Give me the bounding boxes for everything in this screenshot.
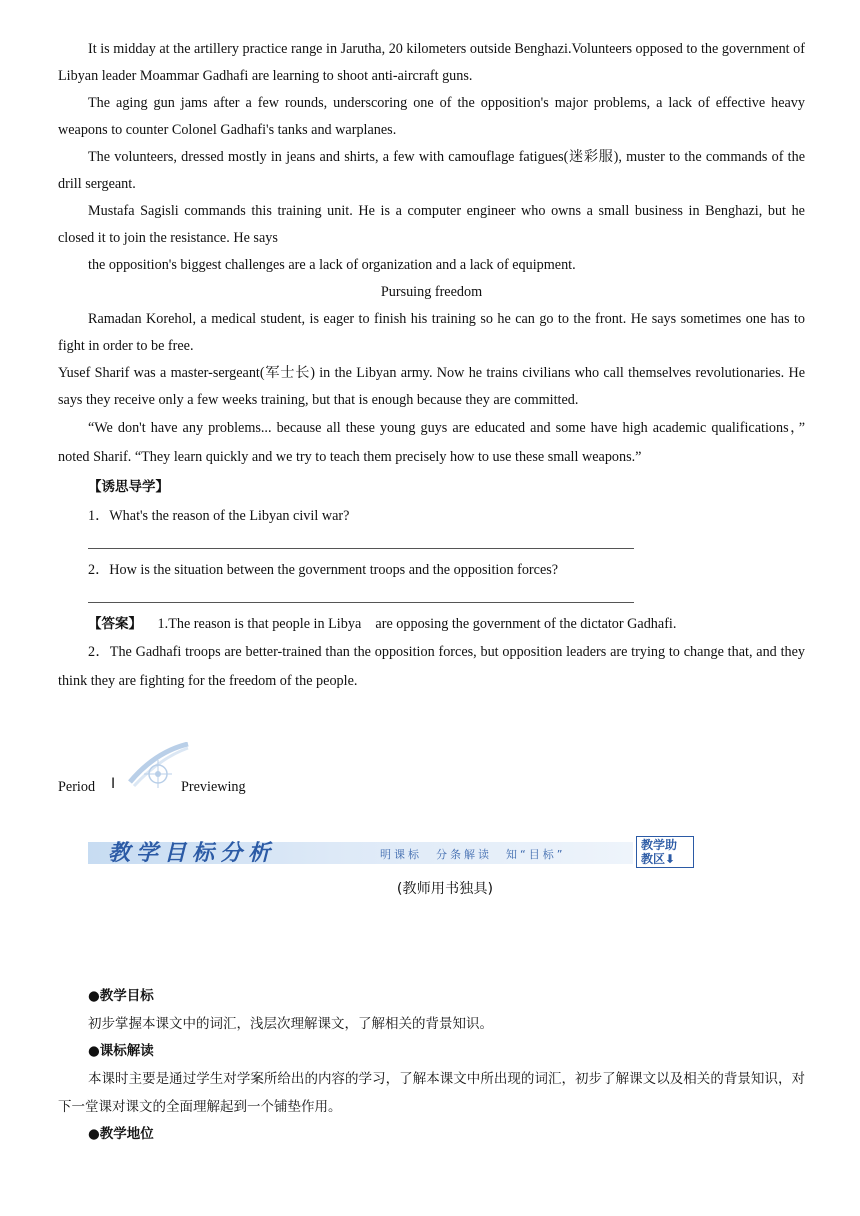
paragraph-4: Mustafa Sagisli commands this training unit. He is a computer engineer who owns a small business in Benghazi, but he closed it to join the resistance. He says bbox=[58, 203, 805, 246]
paragraph-3: The volunteers, dressed mostly in jeans and shirts, a few with camouflage fatigues(迷彩服), muster to the commands of the drill sergeant. bbox=[58, 149, 805, 192]
teaching-sections bbox=[58, 983, 805, 1148]
teaching-aid-link[interactable] bbox=[636, 836, 694, 868]
period-number: Ⅰ bbox=[111, 776, 116, 792]
teaching-goals-banner bbox=[88, 836, 695, 870]
section-heading-standards: ●课标解读 bbox=[88, 1043, 154, 1059]
subheading: Pursuing freedom bbox=[380, 284, 483, 300]
section-heading-goals: ●教学目标 bbox=[88, 988, 154, 1004]
question-2: 2．How is the situation between the government troops and the opposition forces? bbox=[88, 562, 559, 578]
reading-passage bbox=[58, 36, 805, 696]
banner-title: 教学目标分析 bbox=[108, 840, 277, 866]
paragraph-1: It is midday at the artillery practice range in Jarutha, 20 kilometers outside Benghazi.Volunteers opposed to the government of Libyan leader Moammar Gadhafi are learning to shoot anti-aircraft guns. bbox=[58, 41, 805, 84]
answer-1: 1.The reason is that people in Libya are opposing the government of the dictator Gadhafi. bbox=[157, 616, 677, 632]
answer-1-row bbox=[58, 611, 805, 638]
paragraph-4-continuation: the opposition's biggest challenges are a lack of organization and a lack of equipment. bbox=[88, 257, 576, 273]
answer-label: 【答案】 bbox=[88, 616, 142, 632]
answer-line-1[interactable] bbox=[88, 530, 634, 549]
banner-subtitle: 明课标 分条解读 知“目标” bbox=[380, 848, 566, 861]
answer-2: 2．The Gadhafi troops are better-trained than the opposition forces, but opposition leaders are trying to change that, and they think they are fighting for the freedom of the people. bbox=[58, 644, 805, 689]
paragraph-6: Yusef Sharif was a master-sergeant(军士长) in the Libyan army. Now he trains civilians who call themselves revolutionaries. He says they receive only a few weeks training, but that is enough because they are committed. bbox=[58, 365, 805, 408]
paragraph-5: Ramadan Korehol, a medical student, is eager to finish his training so he can go to the front. He says sometimes one has to fight in order to be free. bbox=[58, 311, 805, 354]
target-swoosh-icon bbox=[120, 742, 190, 792]
section-text-goals: 初步掌握本课文中的词汇，浅层次理解课文，了解相关的背景知识。 bbox=[88, 1016, 493, 1032]
period-header bbox=[58, 742, 458, 802]
teacher-note: (教师用书独具) bbox=[396, 881, 494, 897]
paragraph-2: The aging gun jams after a few rounds, underscoring one of the opposition's major problems, a lack of effective heavy weapons to counter Colonel Gadhafi's tanks and warplanes. bbox=[58, 95, 805, 138]
question-1: 1．What's the reason of the Libyan civil war? bbox=[88, 508, 350, 524]
banner-box-line-2: 教区⬇ bbox=[641, 852, 676, 866]
period-title: Previewing bbox=[181, 779, 246, 795]
paragraph-7: “We don't have any problems... because all these young guys are educated and some have high academic qualifications，” noted Sharif. “They learn quickly and we try to teach them precisely how to use these small weapons.” bbox=[58, 420, 805, 465]
section-text-standards: 本课时主要是通过学生对学案所给出的内容的学习，了解本课文中所出现的词汇，初步了解课文以及相关的背景知识，对下一堂课对课文的全面理解起到一个铺垫作用。 bbox=[58, 1071, 805, 1115]
banner-box-line-1: 教学助 bbox=[641, 838, 678, 852]
guide-heading: 【诱思导学】 bbox=[88, 479, 169, 495]
period-label: Period bbox=[58, 779, 96, 795]
answer-line-2[interactable] bbox=[88, 584, 634, 603]
section-heading-position: ●教学地位 bbox=[88, 1126, 154, 1142]
